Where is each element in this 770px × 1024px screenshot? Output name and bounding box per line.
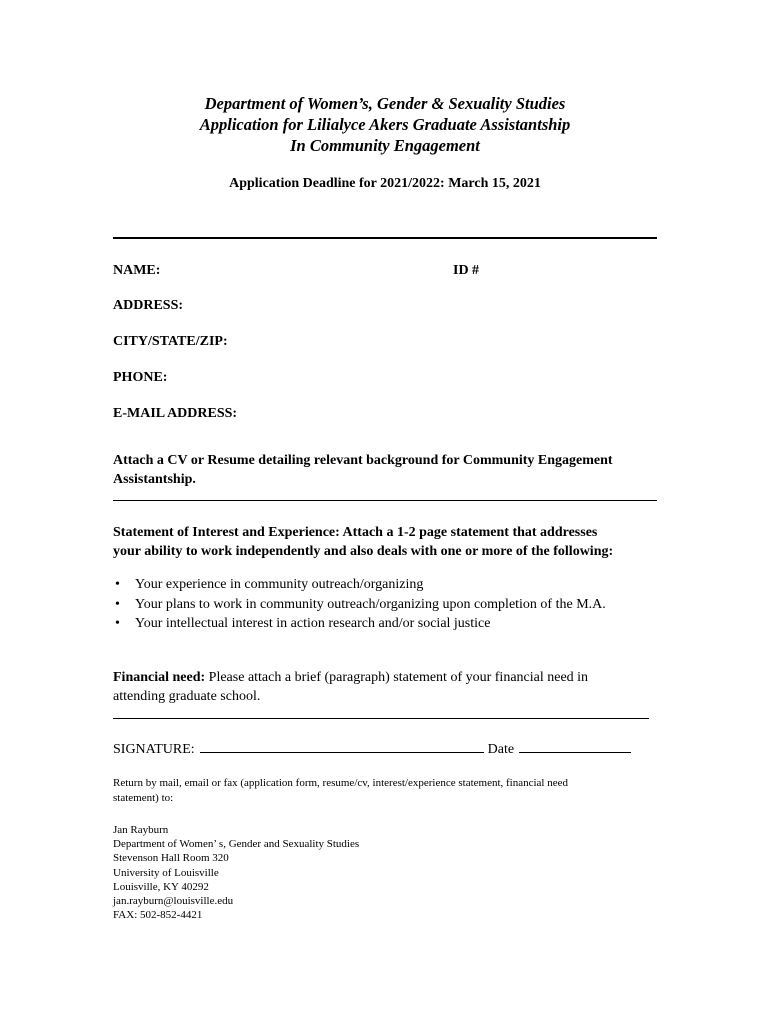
financial-divider xyxy=(113,718,649,719)
bullet-icon: • xyxy=(115,577,120,592)
id-field-label: ID # xyxy=(453,263,480,278)
contact-building: Stevenson Hall Room 320 xyxy=(113,852,229,865)
date-label: Date xyxy=(487,742,515,757)
title-application: Application for Lilialyce Akers Graduate Assistantship xyxy=(199,115,571,134)
city-state-zip-field-label: CITY/STATE/ZIP: xyxy=(113,334,228,349)
return-line-1: Return by mail, email or fax (application form, resume/cv, interest/experience statement, financial need xyxy=(113,777,568,789)
signature-row xyxy=(113,738,653,758)
cv-instruction xyxy=(113,451,663,489)
financial-need-text-1: Please attach a brief (paragraph) statement of your financial need in xyxy=(205,670,589,685)
return-instructions xyxy=(113,776,653,806)
title-subtitle: In Community Engagement xyxy=(290,136,480,155)
application-deadline: Application Deadline for 2021/2022: March 15, 2021 xyxy=(229,176,541,191)
cv-divider xyxy=(113,500,657,501)
form-title xyxy=(0,93,770,156)
statement-instruction xyxy=(113,523,663,561)
contact-university: University of Louisville xyxy=(113,866,219,879)
contact-name: Jan Rayburn xyxy=(113,824,169,836)
contact-email[interactable]: jan.rayburn@louisville.edu xyxy=(113,895,234,908)
signature-input-line[interactable] xyxy=(200,738,484,753)
contact-department: Department of Women’ s, Gender and Sexuality Studies xyxy=(113,838,360,851)
contact-fax: FAX: 502-852-4421 xyxy=(113,909,203,922)
financial-need-instruction xyxy=(113,668,663,706)
cv-line-1: Attach a CV or Resume detailing relevant background for Community Engagement xyxy=(113,453,613,468)
bullet-icon: • xyxy=(115,596,120,612)
signature-label: SIGNATURE: xyxy=(113,742,195,757)
list-item: • Your intellectual interest in action research and/or social justice xyxy=(113,614,673,634)
statement-topics-list xyxy=(113,575,673,634)
statement-line-2: your ability to work independently and also deals with one or more of the following: xyxy=(113,544,614,559)
financial-need-text-2: attending graduate school. xyxy=(113,689,261,704)
header-divider xyxy=(113,237,657,239)
address-field-label: ADDRESS: xyxy=(113,298,184,313)
name-field-label: NAME: xyxy=(113,263,161,278)
return-line-2: statement) to: xyxy=(113,792,174,804)
statement-line-1: Statement of Interest and Experience: Attach a 1-2 page statement that addresses xyxy=(113,525,598,540)
list-item: • Your plans to work in community outreach/organizing upon completion of the M.A. xyxy=(113,595,673,615)
contact-city: Louisville, KY 40292 xyxy=(113,880,209,893)
list-item: • Your experience in community outreach/organizing xyxy=(113,575,673,595)
email-field-label: E-MAIL ADDRESS: xyxy=(113,406,238,421)
mailing-address-block xyxy=(113,823,359,922)
phone-field-label: PHONE: xyxy=(113,370,168,385)
financial-need-label: Financial need: xyxy=(113,670,206,685)
title-department: Department of Women’s, Gender & Sexuality Studies xyxy=(204,94,566,113)
date-input-line[interactable] xyxy=(519,738,631,753)
bullet-icon: • xyxy=(115,616,120,631)
cv-line-2: Assistantship. xyxy=(113,472,196,487)
